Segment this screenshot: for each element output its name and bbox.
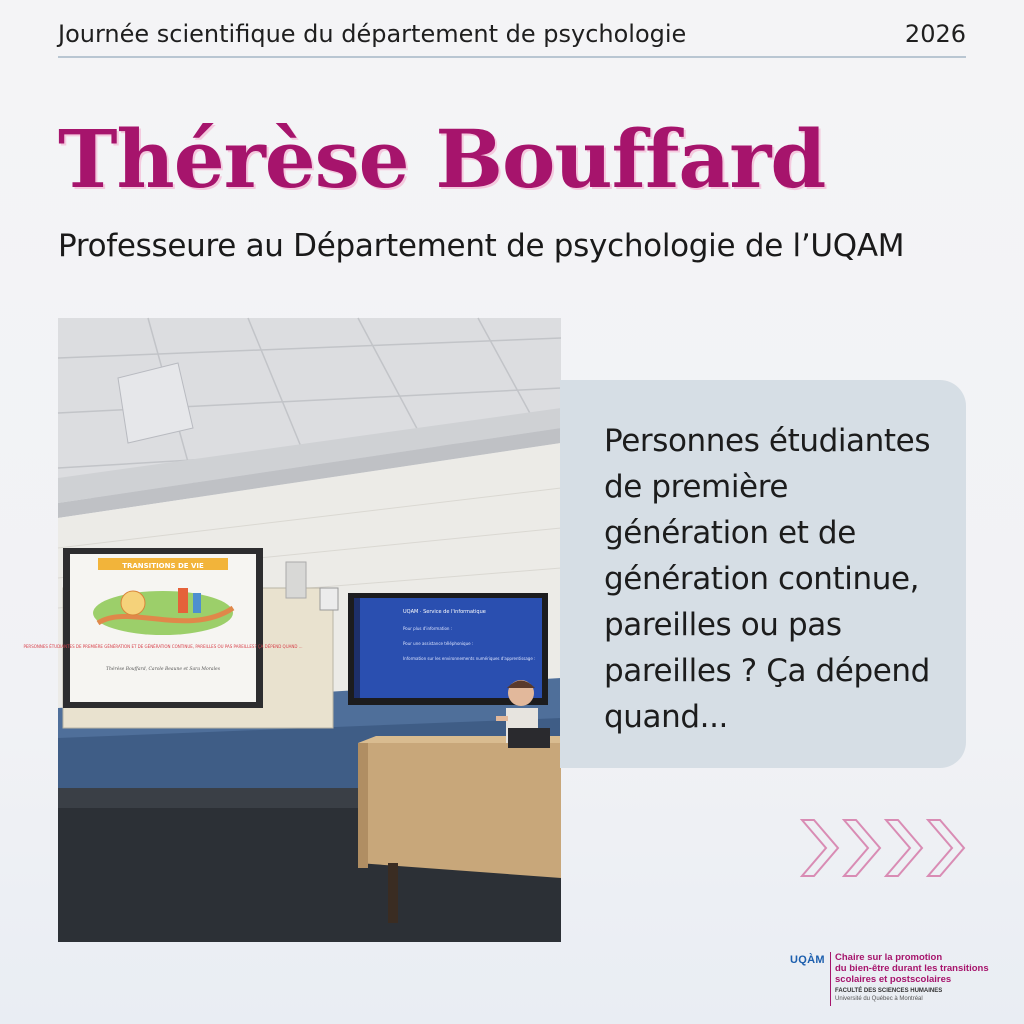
chevrons-right-icon: [800, 818, 970, 878]
chair-name: [835, 952, 1010, 985]
screen-authors: Thérèse Bouffard, Carole Beaune et Sara Morales: [105, 667, 221, 672]
tv-title: UQAM · Service de l'informatique: [403, 609, 486, 615]
chair-line-1: Chaire sur la promotion: [835, 952, 943, 963]
faculty-name: FACULTÉ DES SCIENCES HUMAINES: [835, 988, 943, 994]
logo-divider: [830, 952, 831, 1006]
header-bar: [58, 18, 966, 58]
tv-line-2: Pour une assistance téléphonique :: [403, 641, 474, 646]
chair-line-2: du bien-être durant les transitions: [835, 963, 989, 974]
talk-card: [560, 380, 966, 768]
speaker-role: Professeure au Département de psychologie de l’UQAM: [58, 228, 905, 264]
lecture-photo: [23, 318, 561, 942]
talk-title: Personnes étudiantes de première génération et de génération continue, pareilles ou pas pareilles ? Ça dépend quand...: [604, 423, 931, 735]
uqam-logo: UQÀM: [790, 954, 825, 966]
chair-logo: [790, 950, 1010, 1010]
chair-line-3: scolaires et postscolaires: [835, 974, 952, 985]
speaker-name: Thérèse Bouffard: [58, 112, 826, 206]
tv-line-3: Information sur les environnements numériques d'apprentissage :: [403, 656, 536, 661]
screen-subtitle: PERSONNES ÉTUDIANTES DE PREMIÈRE GÉNÉRATION ET DE GÉNÉRATION CONTINUE, PAREILLES OU PAS PAREILLES? ÇA DÉPEND QUAND ...: [23, 644, 303, 649]
university-name: Université du Québec à Montréal: [835, 996, 923, 1002]
event-year: 2026: [904, 20, 966, 48]
screen-title: TRANSITIONS DE VIE: [122, 562, 204, 570]
tv-line-1: Pour plus d'information :: [403, 626, 453, 631]
event-title: Journée scientifique du département de psychologie: [58, 20, 687, 48]
